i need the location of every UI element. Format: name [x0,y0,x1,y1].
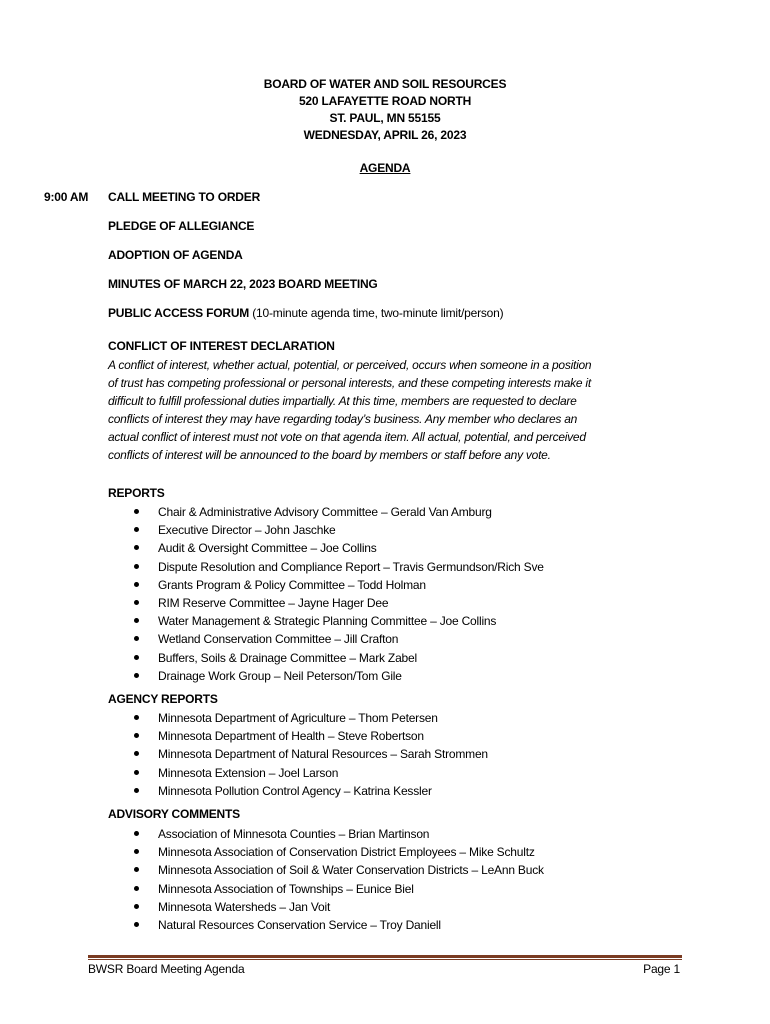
list-item: Natural Resources Conservation Service – Troy Daniell [131,916,544,934]
list-item: Minnesota Department of Natural Resources – Sarah Strommen [131,745,488,763]
item-conflict-title: CONFLICT OF INTEREST DECLARATION [108,339,335,353]
org-name: BOARD OF WATER AND SOIL RESOURCES [263,77,507,91]
reports-title: REPORTS [108,486,165,500]
list-item: Chair & Administrative Advisory Committee – Gerald Van Amburg [131,503,544,521]
org-address: 520 LAFAYETTE ROAD NORTH [298,94,472,108]
advisory-comments-list [131,825,544,934]
list-item: Dispute Resolution and Compliance Report – Travis Germundson/Rich Sve [131,558,544,576]
list-item: Minnesota Department of Agriculture – Thom Petersen [131,709,488,727]
footer-divider-thin [88,959,682,960]
list-item: Water Management & Strategic Planning Committee – Joe Collins [131,612,544,630]
list-item: Minnesota Association of Townships – Eunice Biel [131,880,544,898]
conflict-text: A conflict of interest, whether actual, potential, or perceived, occurs when someone in a position of trust has competing professional or personal interests, and these competing interests make it difficult to fulfill professional duties impartially. At this time, members are requested to declare conflicts of interest they may have regarding today’s business. Any member who declares an actual conflict of interest must not vote on that agenda item. All actual, potential, and perceived conflicts of interest will be announced to the board by members or staff before any vote. [108,358,592,462]
footer-title: BWSR Board Meeting Agenda [88,962,245,976]
item-public-forum [108,306,503,320]
agency-reports-list [131,709,488,800]
item-adoption: ADOPTION OF AGENDA [108,248,243,262]
advisory-comments-title: ADVISORY COMMENTS [108,807,240,821]
item-pledge: PLEDGE OF ALLEGIANCE [108,219,255,233]
list-item: Drainage Work Group – Neil Peterson/Tom Gile [131,667,544,685]
public-forum-title: PUBLIC ACCESS FORUM [108,306,250,320]
item-minutes: MINUTES OF MARCH 22, 2023 BOARD MEETING [108,277,378,291]
footer-divider [88,955,682,958]
list-item: Executive Director – John Jaschke [131,521,544,539]
page-number: Page 1 [643,962,680,976]
public-forum-note: (10-minute agenda time, two-minute limit/person) [249,306,504,320]
list-item: Minnesota Department of Health – Steve Robertson [131,727,488,745]
start-time: 9:00 AM [44,190,89,204]
agenda-title: AGENDA [359,161,411,175]
list-item: Minnesota Watersheds – Jan Voit [131,898,544,916]
agency-reports-title: AGENCY REPORTS [108,692,218,706]
list-item: Buffers, Soils & Drainage Committee – Mark Zabel [131,649,544,667]
list-item: Wetland Conservation Committee – Jill Crafton [131,630,544,648]
org-city: ST. PAUL, MN 55155 [329,111,441,125]
list-item: Minnesota Extension – Joel Larson [131,764,488,782]
list-item: Grants Program & Policy Committee – Todd Holman [131,576,544,594]
list-item: Minnesota Association of Conservation District Employees – Mike Schultz [131,843,544,861]
list-item: Minnesota Pollution Control Agency – Katrina Kessler [131,782,488,800]
item-call-to-order: CALL MEETING TO ORDER [108,190,261,204]
list-item: Minnesota Association of Soil & Water Conservation Districts – LeAnn Buck [131,861,544,879]
list-item: Audit & Oversight Committee – Joe Collins [131,539,544,557]
list-item: RIM Reserve Committee – Jayne Hager Dee [131,594,544,612]
meeting-date: WEDNESDAY, APRIL 26, 2023 [303,128,467,142]
list-item: Association of Minnesota Counties – Brian Martinson [131,825,544,843]
reports-list [131,503,544,685]
document-header [0,76,770,144]
